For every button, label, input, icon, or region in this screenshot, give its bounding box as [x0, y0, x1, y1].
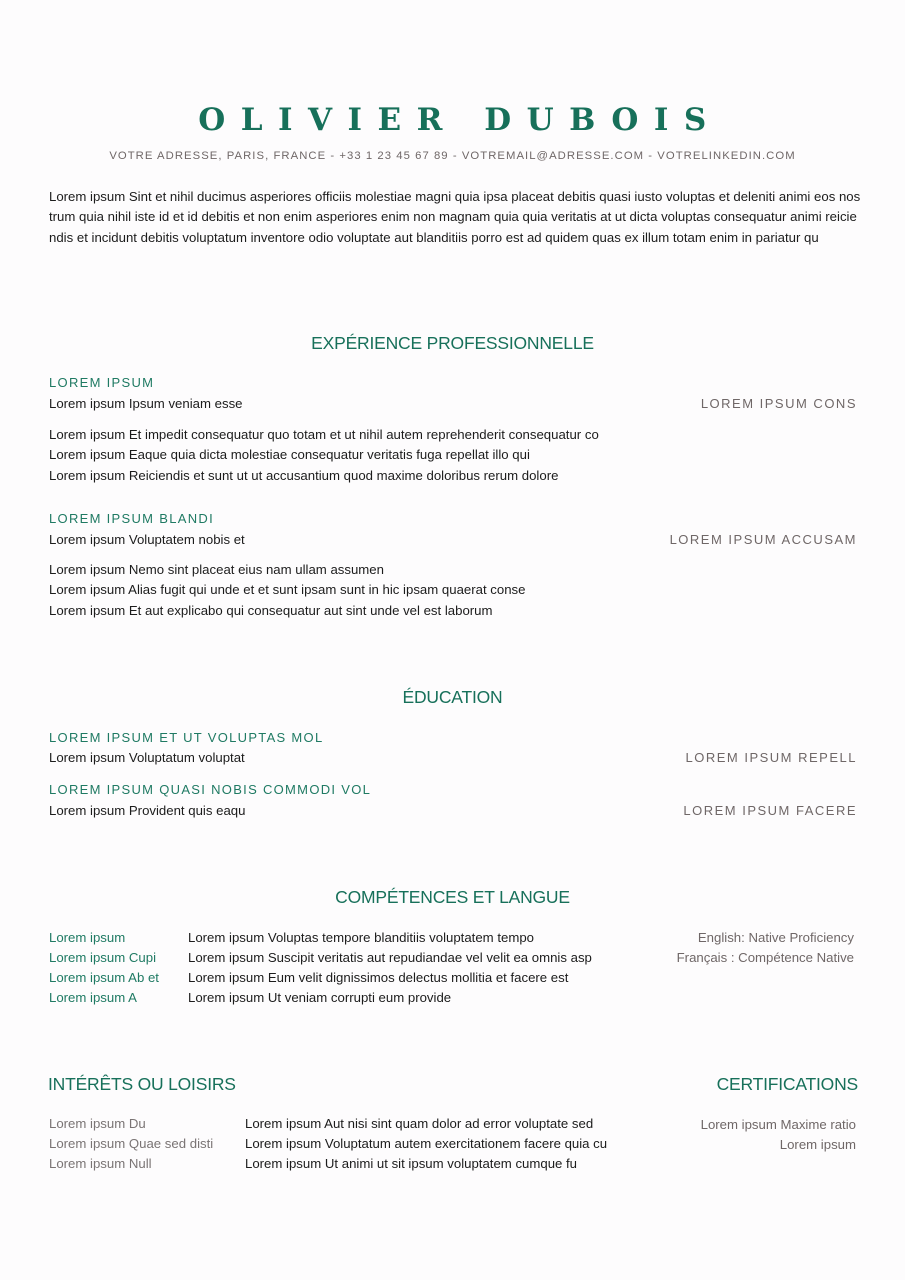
section-title-experience: EXPÉRIENCE PROFESSIONNELLE	[311, 333, 594, 353]
certifications-list	[701, 1115, 856, 1156]
school-name: Lorem ipsum Provident quis eaqu	[49, 803, 246, 818]
degree-title: LOREM IPSUM QUASI NOBIS COMMODI VOL	[49, 782, 372, 797]
job-bullet: Lorem ipsum Et impedit consequatur quo totam et ut nihil autem reprehenderit consequatur co	[49, 427, 599, 442]
skill-label: Lorem ipsum	[49, 930, 126, 945]
interest-label: Lorem ipsum Quae sed disti	[49, 1136, 214, 1151]
job-bullet: Lorem ipsum Et aut explicabo qui consequatur aut sint unde vel est laborum	[49, 602, 493, 618]
job-bullets	[49, 560, 525, 621]
section-title-interests: INTÉRÊTS OU LOISIRS	[48, 1074, 236, 1094]
section-title-education: ÉDUCATION	[402, 687, 503, 707]
job-bullet: Lorem ipsum Eaque quia dicta molestiae consequatur veritatis fuga repellat illo qui	[49, 447, 530, 463]
job-bullet: Lorem ipsum Alias fugit qui unde et et sunt ipsam sunt in hic ipsam quaerat conse	[49, 582, 526, 598]
job-date: LOREM IPSUM CONS	[700, 396, 857, 411]
job-title: LOREM IPSUM BLANDI	[49, 511, 214, 526]
interest-description: Lorem ipsum Voluptatum autem exercitationem facere quia cu	[245, 1136, 608, 1151]
language-item: Français : Compétence Native	[676, 950, 854, 965]
language-item: English: Native Proficiency	[697, 930, 854, 945]
skill-label: Lorem ipsum Cupi	[49, 950, 157, 965]
skill-description: Lorem ipsum Eum velit dignissimos delectus mollitia et facere est	[188, 970, 569, 985]
job-date: LOREM IPSUM ACCUSAM	[669, 532, 857, 547]
school-name: Lorem ipsum Voluptatum voluptat	[49, 750, 245, 765]
interest-label: Lorem ipsum Du	[49, 1116, 146, 1131]
profile-summary: Lorem ipsum Sint et nihil ducimus asperiores officiis molestiae magni quia ipsa placeat debitis quasi iusto voluptas et deleniti animi eos nostrum quia nihil iste id et id debitis et non enim asperiores enim non magnam quia quia veritatis at ut dicta voluptas consequatur animi reiciendis et incidunt debitis voluptatum inventore odio voluptate aut blanditiis porro est ad quidem quas ex illum totam enim in pariatur qu	[49, 189, 861, 245]
skill-description: Lorem ipsum Ut veniam corrupti eum provide	[188, 990, 452, 1005]
certification-item: Lorem ipsum Maxime ratio	[700, 1117, 856, 1132]
interest-label: Lorem ipsum Null	[49, 1156, 152, 1171]
section-title-certifications: CERTIFICATIONS	[716, 1074, 858, 1094]
education-date: LOREM IPSUM REPELL	[685, 750, 857, 765]
candidate-name: OLIVIER DUBOIS	[198, 102, 722, 138]
education-date: LOREM IPSUM FACERE	[683, 803, 857, 818]
job-title: LOREM IPSUM	[49, 375, 155, 390]
contact-line: VOTRE ADRESSE, PARIS, FRANCE - +33 1 23 45 67 89 - VOTREMAIL@ADRESSE.COM - VOTRELINKEDIN.COM	[109, 150, 796, 162]
job-company: Lorem ipsum Voluptatem nobis et	[49, 532, 245, 547]
interest-description: Lorem ipsum Aut nisi sint quam dolor ad error voluptate sed	[245, 1116, 594, 1131]
skill-label: Lorem ipsum Ab et	[49, 970, 159, 985]
degree-title: LOREM IPSUM ET UT VOLUPTAS MOL	[49, 730, 324, 745]
job-bullets	[49, 425, 599, 486]
skill-description: Lorem ipsum Suscipit veritatis aut repudiandae vel velit ea omnis asp	[188, 950, 592, 965]
interest-description: Lorem ipsum Ut animi ut sit ipsum voluptatem cumque fu	[245, 1156, 578, 1171]
job-bullet: Lorem ipsum Nemo sint placeat eius nam ullam assumen	[49, 562, 384, 577]
job-bullet: Lorem ipsum Reiciendis et sunt ut ut accusantium quod maxime doloribus rerum dolore	[49, 467, 559, 483]
skill-label: Lorem ipsum A	[49, 990, 137, 1005]
certification-item: Lorem ipsum	[779, 1137, 856, 1153]
job-company: Lorem ipsum Ipsum veniam esse	[49, 396, 243, 411]
skill-description: Lorem ipsum Voluptas tempore blanditiis voluptatem tempo	[188, 930, 534, 945]
section-title-skills: COMPÉTENCES ET LANGUE	[335, 887, 570, 907]
